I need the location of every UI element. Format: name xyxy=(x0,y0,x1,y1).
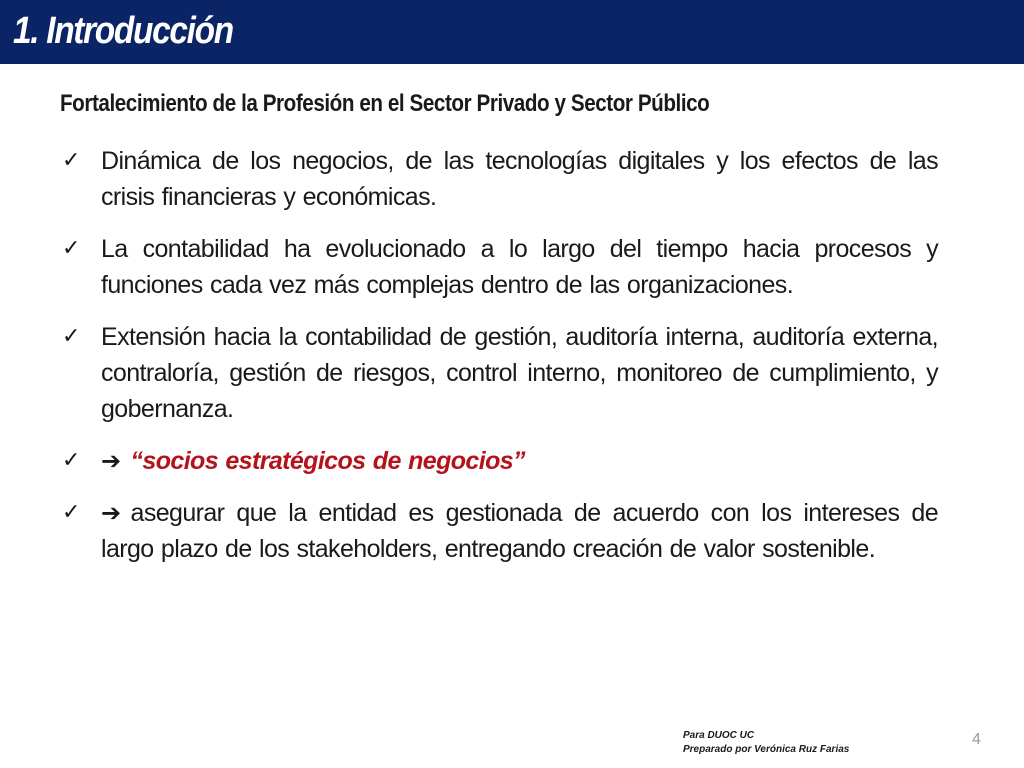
slide-title: 1. Introducción xyxy=(13,10,233,52)
bullet-item xyxy=(62,319,938,427)
bullet-text: La contabilidad ha evolucionado a lo largo del tiempo hacia procesos y funciones cada vez más complejas dentro de las organizaciones. xyxy=(101,235,938,299)
check-icon: ✓ xyxy=(62,236,81,261)
check-icon: ✓ xyxy=(62,448,81,473)
arrow-right-icon: ➔ xyxy=(101,447,121,475)
highlight-text: “socios estratégicos de negocios” xyxy=(130,447,525,475)
bullet-item xyxy=(62,443,938,479)
footer xyxy=(683,729,849,757)
bullet-list xyxy=(62,143,938,583)
bullet-text-highlight xyxy=(101,443,938,479)
footer-line-2: Preparado por Verónica Ruz Farias xyxy=(683,744,850,755)
bullet-item xyxy=(62,231,938,303)
bullet-text: Dinámica de los negocios, de las tecnologías digitales y los efectos de las crisis financieras y económicas. xyxy=(101,147,938,211)
title-bar xyxy=(0,0,1024,64)
bullet-item xyxy=(62,495,938,567)
slide-subtitle: Fortalecimiento de la Profesión en el Sector Privado y Sector Público xyxy=(60,90,710,117)
page-number: 4 xyxy=(972,731,981,748)
bullet-text-content: asegurar que la entidad es gestionada de acuerdo con los intereses de largo plazo de los stakeholders, entregando creación de valor sostenible. xyxy=(101,499,938,563)
bullet-text: Extensión hacia la contabilidad de gestión, auditoría interna, auditoría externa, contraloría, gestión de riesgos, control interno, monitoreo de cumplimiento, y gobernanza. xyxy=(101,323,938,423)
arrow-right-icon: ➔ xyxy=(101,499,121,527)
check-icon: ✓ xyxy=(62,500,81,525)
bullet-item xyxy=(62,143,938,215)
footer-line-1: Para DUOC UC xyxy=(683,730,755,741)
check-icon: ✓ xyxy=(62,148,81,173)
check-icon: ✓ xyxy=(62,324,81,349)
bullet-text xyxy=(101,495,938,567)
